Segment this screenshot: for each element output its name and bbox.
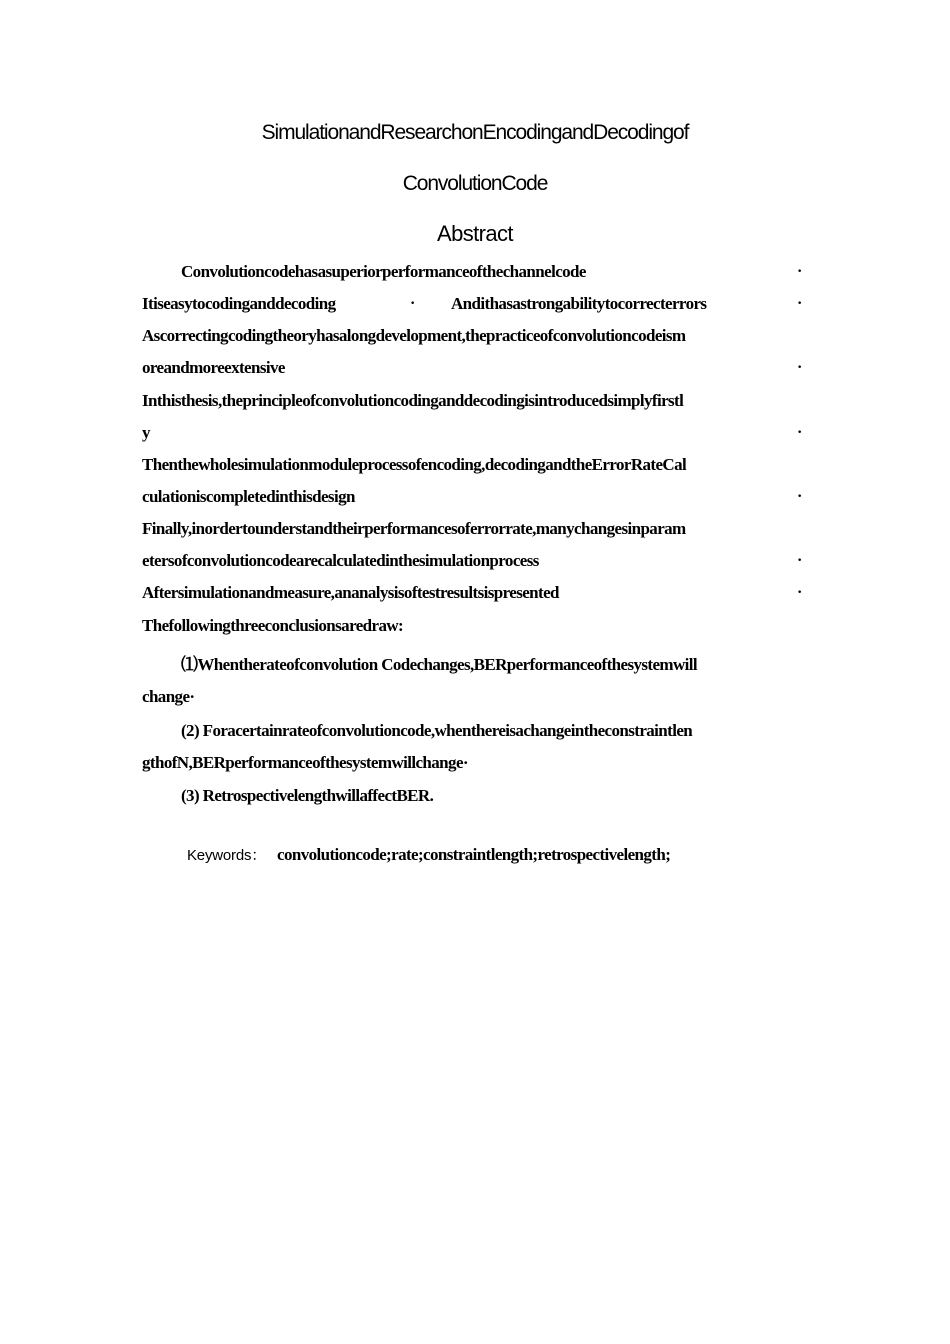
abstract-heading: Abstract xyxy=(437,221,513,246)
abstract-line: Inthisthesis,theprincipleofconvolutioncodinganddecodingisintroducedsimplyfirstl xyxy=(142,391,684,410)
sentence-dot: · xyxy=(797,295,803,312)
conclusion-item-2: (2) Foracertainrateofconvolutioncode,whenthereisachangeintheconstraintlen xyxy=(181,721,693,740)
conclusion-item-3: (3) RetrospectivelengthwillaffectBER. xyxy=(181,786,434,805)
abstract-line: Ascorrectingcodingtheoryhasalongdevelopment,thepracticeofconvolutioncodeism xyxy=(142,326,686,345)
abstract-line: y xyxy=(142,423,150,442)
conclusion-item-1: ⑴Whentherateofconvolution Codechanges,BERperformanceofthesystemwill xyxy=(181,655,698,674)
title-line-2: ConvolutionCode xyxy=(402,172,548,195)
sentence-dot: · xyxy=(410,295,416,312)
sentence-dot: · xyxy=(797,424,803,441)
sentence-dot: · xyxy=(797,263,803,280)
abstract-line: Itiseasytocodinganddecoding xyxy=(142,294,336,313)
keywords-label: Keywords： xyxy=(187,847,267,864)
sentence-dot: · xyxy=(797,359,803,376)
abstract-line: Thenthewholesimulationmoduleprocessofencoding,decodingandtheErrorRateCal xyxy=(142,455,687,474)
sentence-dot: · xyxy=(797,488,803,505)
abstract-line: Finally,inordertounderstandtheirperformancesoferrorrate,manychangesinparam xyxy=(142,519,686,538)
abstract-line: Aftersimulationandmeasure,ananalysisoftestresultsispresented xyxy=(142,583,559,602)
abstract-line: oreandmoreextensive xyxy=(142,358,285,377)
abstract-line: etersofconvolutioncodearecalculatedinthesimulationprocess xyxy=(142,551,539,570)
conclusion-item-1-cont: change· xyxy=(142,687,195,706)
keywords-value: convolutioncode;rate;constraintlength;retrospectivelength; xyxy=(277,845,671,864)
sentence-dot: · xyxy=(797,584,803,601)
conclusion-item-2-cont: gthofN,BERperformanceofthesystemwillchange· xyxy=(142,753,468,772)
abstract-line: culationiscompletedinthisdesign xyxy=(142,487,355,506)
abstract-line: Andithasastrongabilitytocorrecterrors xyxy=(451,294,707,313)
abstract-line: Convolutioncodehasasuperiorperformanceofthechannelcode xyxy=(181,262,586,281)
abstract-line: Thefollowingthreeconclusionsaredraw: xyxy=(142,616,404,635)
sentence-dot: · xyxy=(797,552,803,569)
title-line-1: SimulationandResearchonEncodingandDecodingof xyxy=(261,121,689,144)
